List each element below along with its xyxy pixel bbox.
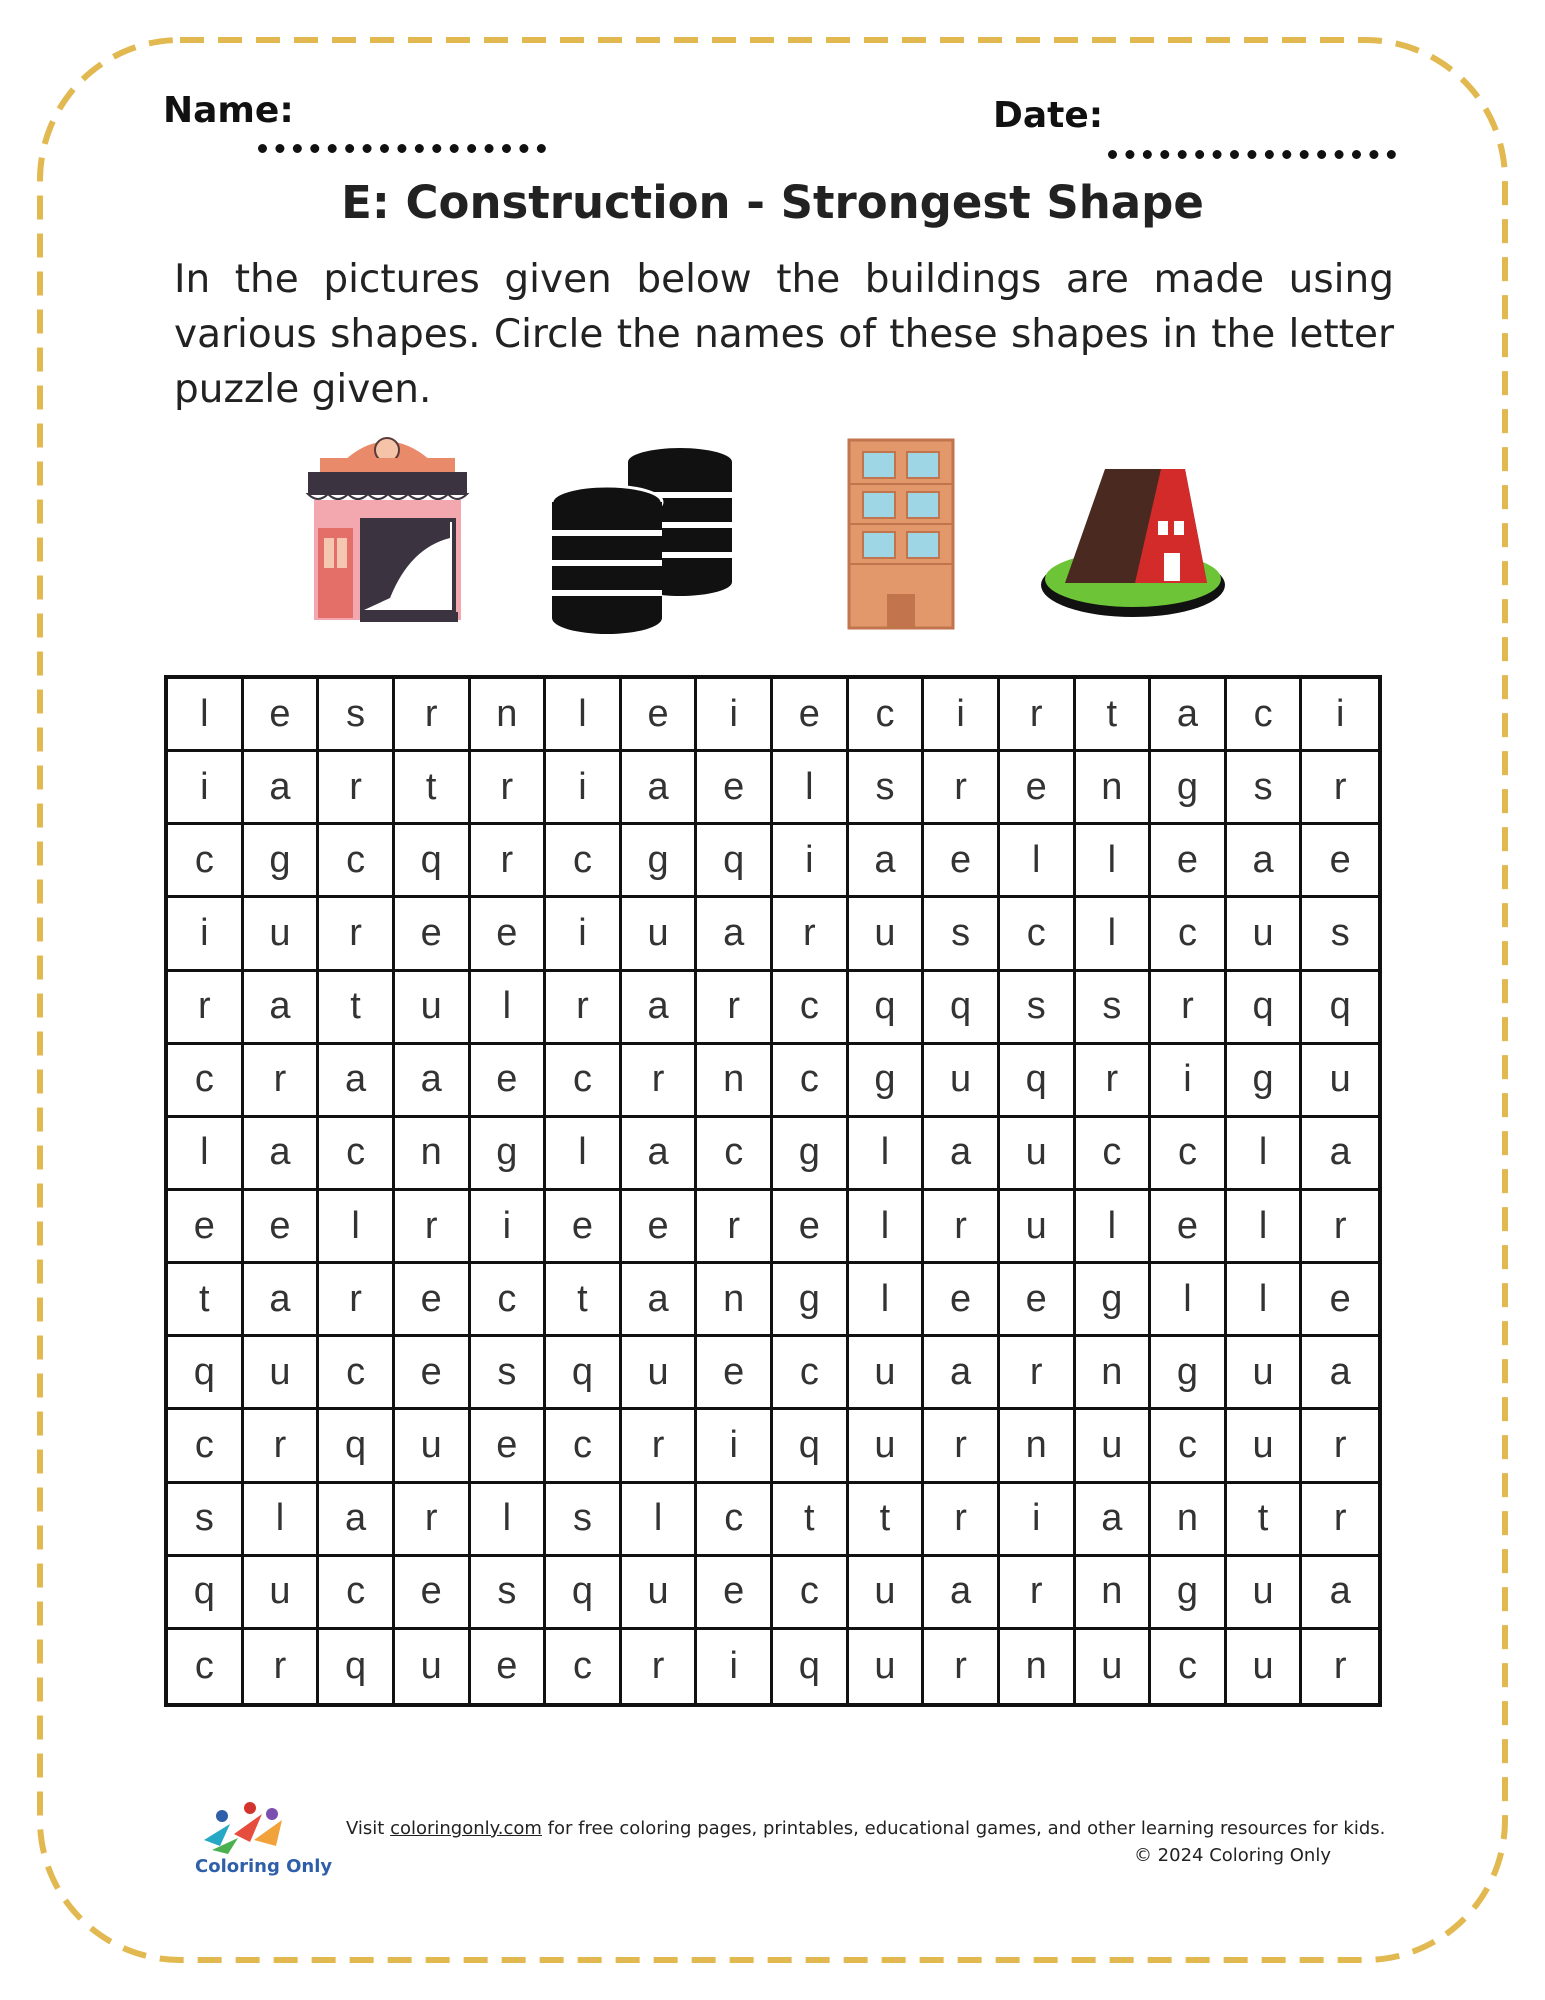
puzzle-cell[interactable]: s <box>1302 898 1378 971</box>
puzzle-cell[interactable]: u <box>924 1045 1000 1118</box>
puzzle-cell[interactable]: l <box>546 679 622 752</box>
puzzle-cell[interactable]: c <box>168 1410 244 1483</box>
puzzle-cell[interactable]: g <box>1227 1045 1303 1118</box>
puzzle-cell[interactable]: i <box>1000 1484 1076 1557</box>
puzzle-cell[interactable]: q <box>924 972 1000 1045</box>
puzzle-cell[interactable]: l <box>849 1191 925 1264</box>
puzzle-cell[interactable]: r <box>622 1410 698 1483</box>
puzzle-cell[interactable]: u <box>244 1337 320 1410</box>
puzzle-cell[interactable]: a <box>395 1045 471 1118</box>
puzzle-cell[interactable]: c <box>773 1557 849 1630</box>
name-label: Name: <box>163 90 294 131</box>
puzzle-cell[interactable]: r <box>697 972 773 1045</box>
puzzle-cell[interactable]: l <box>1227 1118 1303 1191</box>
puzzle-cell[interactable]: c <box>697 1484 773 1557</box>
footer-visit-prefix: Visit <box>346 1818 391 1839</box>
puzzle-cell[interactable]: u <box>849 1410 925 1483</box>
puzzle-cell[interactable]: e <box>395 1264 471 1337</box>
puzzle-cell[interactable]: i <box>168 752 244 825</box>
puzzle-cell[interactable]: e <box>924 1264 1000 1337</box>
puzzle-cell[interactable]: c <box>773 1337 849 1410</box>
puzzle-cell[interactable]: l <box>1076 825 1152 898</box>
puzzle-cell[interactable]: r <box>1333 1644 1347 1687</box>
puzzle-cell[interactable]: u <box>395 1410 471 1483</box>
puzzle-cell[interactable]: a <box>1302 1337 1378 1410</box>
puzzle-cell[interactable]: e <box>395 1557 471 1630</box>
puzzle-cell[interactable]: a <box>244 1118 320 1191</box>
puzzle-cell[interactable]: a <box>924 1337 1000 1410</box>
puzzle-cell[interactable]: l <box>849 1118 925 1191</box>
puzzle-cell[interactable]: c <box>1151 1630 1227 1703</box>
puzzle-cell[interactable]: c <box>1227 679 1303 752</box>
puzzle-cell[interactable]: a <box>924 1118 1000 1191</box>
puzzle-cell[interactable]: a <box>622 1264 698 1337</box>
footer-visit-suffix: for free coloring pages, printables, educational games, and other learning resources for kids. <box>541 1818 1386 1839</box>
puzzle-cell[interactable]: e <box>546 1191 622 1264</box>
instructions-text: In the pictures given below the buildings are made using various shapes. Circle the names of these shapes in the letter puzzle given. <box>174 257 1394 412</box>
puzzle-cell[interactable]: n <box>697 1045 773 1118</box>
puzzle-cell[interactable]: s <box>319 679 395 752</box>
puzzle-cell[interactable]: l <box>1076 1191 1152 1264</box>
puzzle-cell[interactable]: g <box>849 1045 925 1118</box>
puzzle-cell[interactable]: c <box>1000 898 1076 971</box>
puzzle-cell[interactable]: c <box>1151 898 1227 971</box>
puzzle-cell[interactable]: i <box>1151 1045 1227 1118</box>
puzzle-cell[interactable]: e <box>244 1191 320 1264</box>
puzzle-cell[interactable]: q <box>849 972 925 1045</box>
puzzle-cell[interactable]: r <box>1076 1045 1152 1118</box>
puzzle-cell[interactable]: t <box>546 1264 622 1337</box>
puzzle-cell[interactable]: r <box>319 898 395 971</box>
puzzle-cell[interactable]: a <box>1151 679 1227 752</box>
copyright-text: © 2024 Coloring Only <box>1133 1845 1331 1866</box>
puzzle-cell[interactable]: a <box>849 825 925 898</box>
puzzle-cell[interactable]: l <box>168 1118 244 1191</box>
puzzle-cell[interactable]: r <box>1000 1337 1076 1410</box>
puzzle-cell[interactable]: r <box>319 1264 395 1337</box>
page-title: E: Construction - Strongest Shape <box>341 176 1204 229</box>
puzzle-cell[interactable]: g <box>1151 752 1227 825</box>
puzzle-cell[interactable]: c <box>697 1118 773 1191</box>
puzzle-cell[interactable]: r <box>395 1191 471 1264</box>
puzzle-cell[interactable]: e <box>168 1191 244 1264</box>
date-field-line[interactable] <box>1108 150 1396 159</box>
puzzle-cell[interactable]: c <box>168 1630 244 1703</box>
puzzle-cell[interactable]: s <box>471 1557 547 1630</box>
puzzle-cell[interactable]: t <box>1076 679 1152 752</box>
letter-puzzle-grid <box>164 675 1382 1707</box>
puzzle-cell[interactable]: u <box>849 1630 925 1703</box>
puzzle-cell[interactable]: e <box>697 1337 773 1410</box>
puzzle-cell[interactable]: l <box>849 1264 925 1337</box>
puzzle-cell[interactable]: q <box>546 1337 622 1410</box>
puzzle-cell[interactable]: q <box>395 825 471 898</box>
puzzle-cell[interactable]: s <box>1227 752 1303 825</box>
puzzle-cell[interactable]: u <box>1227 1557 1303 1630</box>
puzzle-cell[interactable]: e <box>1151 825 1227 898</box>
puzzle-cell[interactable]: u <box>244 898 320 971</box>
puzzle-cell[interactable]: e <box>1302 825 1378 898</box>
puzzle-cell[interactable]: l <box>319 1191 395 1264</box>
puzzle-cell[interactable]: u <box>849 1557 925 1630</box>
puzzle-cell[interactable]: a <box>1302 1118 1378 1191</box>
puzzle-cell[interactable]: i <box>924 679 1000 752</box>
coloring-only-logo-icon <box>190 1800 300 1856</box>
puzzle-cell[interactable]: g <box>622 825 698 898</box>
puzzle-cell[interactable]: a <box>1302 1557 1378 1630</box>
puzzle-cell[interactable]: l <box>1227 1264 1303 1337</box>
puzzle-cell[interactable]: g <box>244 825 320 898</box>
puzzle-cell[interactable]: c <box>546 825 622 898</box>
puzzle-cell[interactable]: r <box>773 898 849 971</box>
puzzle-cell[interactable]: c <box>319 1118 395 1191</box>
puzzle-cell[interactable]: a <box>622 1118 698 1191</box>
puzzle-cell[interactable]: r <box>1000 1557 1076 1630</box>
puzzle-cell[interactable]: e <box>1000 1264 1076 1337</box>
puzzle-cell[interactable]: q <box>773 1410 849 1483</box>
puzzle-cell[interactable]: s <box>924 898 1000 971</box>
puzzle-cell[interactable]: r <box>924 1484 1000 1557</box>
puzzle-cell[interactable]: n <box>1151 1484 1227 1557</box>
puzzle-cell[interactable]: g <box>1151 1557 1227 1630</box>
puzzle-cell[interactable]: n <box>1076 752 1152 825</box>
puzzle-cell[interactable]: r <box>1302 1410 1378 1483</box>
triangle-a-frame-house-icon <box>1035 455 1230 625</box>
puzzle-cell[interactable]: t <box>319 972 395 1045</box>
puzzle-cell[interactable]: q <box>1000 1045 1076 1118</box>
puzzle-cell[interactable]: a <box>622 752 698 825</box>
puzzle-cell[interactable]: a <box>697 898 773 971</box>
puzzle-cell[interactable]: q <box>168 1557 244 1630</box>
puzzle-cell[interactable]: n <box>1000 1630 1076 1703</box>
puzzle-cell[interactable]: e <box>471 898 547 971</box>
puzzle-cell[interactable]: g <box>773 1264 849 1337</box>
puzzle-cell[interactable]: e <box>395 1337 471 1410</box>
puzzle-cell[interactable]: r <box>924 1630 1000 1703</box>
puzzle-cell[interactable]: u <box>1227 1337 1303 1410</box>
coloring-only-logo-text: Coloring Only <box>195 1856 333 1877</box>
puzzle-cell[interactable]: g <box>1151 1337 1227 1410</box>
puzzle-cell[interactable]: a <box>1076 1484 1152 1557</box>
puzzle-cell[interactable]: t <box>168 1264 244 1337</box>
puzzle-cell[interactable]: q <box>697 825 773 898</box>
puzzle-cell[interactable]: n <box>697 1264 773 1337</box>
puzzle-cell[interactable]: i <box>697 1630 773 1703</box>
puzzle-cell[interactable]: c <box>849 679 925 752</box>
puzzle-cell[interactable]: q <box>546 1557 622 1630</box>
puzzle-cell[interactable]: u <box>1000 1191 1076 1264</box>
puzzle-cell[interactable]: s <box>1000 972 1076 1045</box>
puzzle-cell[interactable]: q <box>1227 972 1303 1045</box>
puzzle-cell[interactable]: e <box>1302 1264 1378 1337</box>
puzzle-cell[interactable]: r <box>395 1484 471 1557</box>
puzzle-cell[interactable]: c <box>168 1045 244 1118</box>
puzzle-cell[interactable]: u <box>1227 1630 1303 1703</box>
puzzle-cell[interactable]: u <box>622 898 698 971</box>
puzzle-cell[interactable]: t <box>849 1484 925 1557</box>
puzzle-cell[interactable]: e <box>773 1191 849 1264</box>
puzzle-cell[interactable]: g <box>471 1118 547 1191</box>
puzzle-cell[interactable]: l <box>622 1484 698 1557</box>
puzzle-cell[interactable]: n <box>471 679 547 752</box>
puzzle-cell[interactable]: e <box>471 1410 547 1483</box>
puzzle-cell[interactable]: r <box>924 1410 1000 1483</box>
puzzle-cell[interactable]: r <box>622 1630 698 1703</box>
puzzle-cell[interactable]: c <box>471 1264 547 1337</box>
puzzle-cell[interactable]: q <box>773 1630 849 1703</box>
puzzle-cell[interactable]: i <box>168 898 244 971</box>
puzzle-cell[interactable]: q <box>319 1410 395 1483</box>
puzzle-cell[interactable]: c <box>773 972 849 1045</box>
puzzle-cell[interactable]: r <box>244 1045 320 1118</box>
puzzle-cell[interactable]: c <box>773 1045 849 1118</box>
puzzle-cell[interactable]: r <box>471 752 547 825</box>
puzzle-cell[interactable]: u <box>1227 898 1303 971</box>
puzzle-cell[interactable]: a <box>244 1264 320 1337</box>
puzzle-cell[interactable]: s <box>546 1484 622 1557</box>
puzzle-cell[interactable]: l <box>1151 1264 1227 1337</box>
puzzle-cell[interactable]: e <box>471 1630 547 1703</box>
puzzle-cell[interactable]: r <box>924 1191 1000 1264</box>
puzzle-cell[interactable]: u <box>849 898 925 971</box>
puzzle-cell[interactable]: r <box>244 1410 320 1483</box>
puzzle-cell[interactable]: l <box>546 1118 622 1191</box>
puzzle-cell[interactable]: c <box>319 1557 395 1630</box>
puzzle-cell[interactable]: u <box>244 1557 320 1630</box>
puzzle-cell[interactable]: i <box>546 898 622 971</box>
puzzle-cell[interactable]: a <box>924 1557 1000 1630</box>
puzzle-cell[interactable]: s <box>168 1484 244 1557</box>
puzzle-cell[interactable]: r <box>168 972 244 1045</box>
footer-text <box>346 1818 1385 1839</box>
puzzle-cell[interactable]: e <box>924 825 1000 898</box>
puzzle-cell[interactable]: l <box>1000 825 1076 898</box>
puzzle-cell[interactable]: a <box>1227 825 1303 898</box>
puzzle-cell[interactable]: a <box>244 972 320 1045</box>
puzzle-cell[interactable]: q <box>319 1630 395 1703</box>
puzzle-cell[interactable]: r <box>395 679 471 752</box>
puzzle-cell[interactable]: l <box>471 1484 547 1557</box>
puzzle-cell[interactable]: n <box>1076 1557 1152 1630</box>
puzzle-cell[interactable]: t <box>773 1484 849 1557</box>
storefront-building-icon <box>300 428 475 628</box>
puzzle-cell[interactable]: e <box>1151 1191 1227 1264</box>
puzzle-cell[interactable]: u <box>1076 1630 1152 1703</box>
puzzle-cell[interactable]: n <box>1000 1410 1076 1483</box>
puzzle-cell[interactable]: r <box>471 825 547 898</box>
puzzle-cell[interactable]: r <box>1151 972 1227 1045</box>
puzzle-cell[interactable]: a <box>319 1484 395 1557</box>
puzzle-cell[interactable]: t <box>1227 1484 1303 1557</box>
puzzle-cell[interactable]: a <box>319 1045 395 1118</box>
puzzle-cell[interactable]: c <box>546 1410 622 1483</box>
puzzle-cell[interactable]: g <box>773 1118 849 1191</box>
puzzle-cell[interactable]: r <box>1302 1484 1378 1557</box>
puzzle-cell[interactable]: l <box>168 679 244 752</box>
puzzle-cell[interactable]: c <box>546 1045 622 1118</box>
puzzle-cell[interactable]: r <box>546 972 622 1045</box>
puzzle-cell[interactable]: n <box>1076 1337 1152 1410</box>
puzzle-cell[interactable]: c <box>1151 1410 1227 1483</box>
puzzle-cell[interactable]: r <box>924 752 1000 825</box>
puzzle-cell[interactable]: q <box>1302 972 1378 1045</box>
puzzle-cell[interactable]: u <box>1227 1410 1303 1483</box>
puzzle-cell[interactable]: i <box>471 1191 547 1264</box>
puzzle-cell[interactable]: e <box>395 898 471 971</box>
puzzle-cell[interactable]: s <box>1076 972 1152 1045</box>
puzzle-cell[interactable]: n <box>395 1118 471 1191</box>
apartment-tower-icon <box>845 436 957 631</box>
puzzle-cell[interactable]: e <box>1000 752 1076 825</box>
puzzle-cell[interactable]: a <box>622 972 698 1045</box>
puzzle-cell[interactable]: r <box>1302 752 1378 825</box>
puzzle-cell[interactable]: a <box>244 752 320 825</box>
date-label: Date: <box>993 95 1104 136</box>
puzzle-cell[interactable]: i <box>1302 679 1378 752</box>
name-field-line[interactable] <box>258 144 546 153</box>
puzzle-cell[interactable]: i <box>697 679 773 752</box>
puzzle-cell[interactable]: c <box>319 1337 395 1410</box>
puzzle-cell[interactable]: u <box>395 972 471 1045</box>
puzzle-cell[interactable]: q <box>168 1337 244 1410</box>
puzzle-cell[interactable]: u <box>849 1337 925 1410</box>
puzzle-cell[interactable]: s <box>471 1337 547 1410</box>
puzzle-cell[interactable]: l <box>244 1484 320 1557</box>
puzzle-cell[interactable]: r <box>622 1045 698 1118</box>
puzzle-cell[interactable]: e <box>697 1557 773 1630</box>
puzzle-cell[interactable]: i <box>546 752 622 825</box>
puzzle-cell[interactable]: u <box>1076 1410 1152 1483</box>
puzzle-cell[interactable]: u <box>622 1557 698 1630</box>
puzzle-cell[interactable]: e <box>622 679 698 752</box>
puzzle-cell[interactable]: r <box>1302 1191 1378 1264</box>
puzzle-cell[interactable]: l <box>1076 898 1152 971</box>
puzzle-cell[interactable]: t <box>395 752 471 825</box>
puzzle-cell[interactable]: c <box>319 825 395 898</box>
footer-link[interactable]: coloringonly.com <box>390 1818 542 1839</box>
puzzle-cell[interactable]: l <box>773 752 849 825</box>
puzzle-cell[interactable]: c <box>546 1630 622 1703</box>
puzzle-cell[interactable]: c <box>1076 1118 1152 1191</box>
puzzle-cell[interactable]: g <box>1076 1264 1152 1337</box>
puzzle-cell[interactable]: c <box>1151 1118 1227 1191</box>
puzzle-cell[interactable]: e <box>773 679 849 752</box>
puzzle-cell[interactable]: s <box>849 752 925 825</box>
puzzle-cell[interactable]: e <box>244 679 320 752</box>
puzzle-cell[interactable]: u <box>1302 1045 1378 1118</box>
puzzle-cell[interactable]: c <box>168 825 244 898</box>
puzzle-cell[interactable]: e <box>697 752 773 825</box>
puzzle-cell[interactable]: r <box>1000 679 1076 752</box>
puzzle-cell[interactable]: i <box>773 825 849 898</box>
puzzle-cell[interactable]: r <box>244 1630 320 1703</box>
puzzle-cell[interactable]: r <box>697 1191 773 1264</box>
puzzle-cell[interactable]: r <box>319 752 395 825</box>
puzzle-cell[interactable]: e <box>471 1045 547 1118</box>
puzzle-cell[interactable]: l <box>471 972 547 1045</box>
puzzle-cell[interactable]: l <box>1227 1191 1303 1264</box>
cylinder-stack-icon <box>550 440 735 635</box>
puzzle-cell[interactable]: u <box>1000 1118 1076 1191</box>
puzzle-cell[interactable]: u <box>395 1630 471 1703</box>
puzzle-cell[interactable]: u <box>622 1337 698 1410</box>
puzzle-cell[interactable]: i <box>697 1410 773 1483</box>
puzzle-cell[interactable]: e <box>622 1191 698 1264</box>
